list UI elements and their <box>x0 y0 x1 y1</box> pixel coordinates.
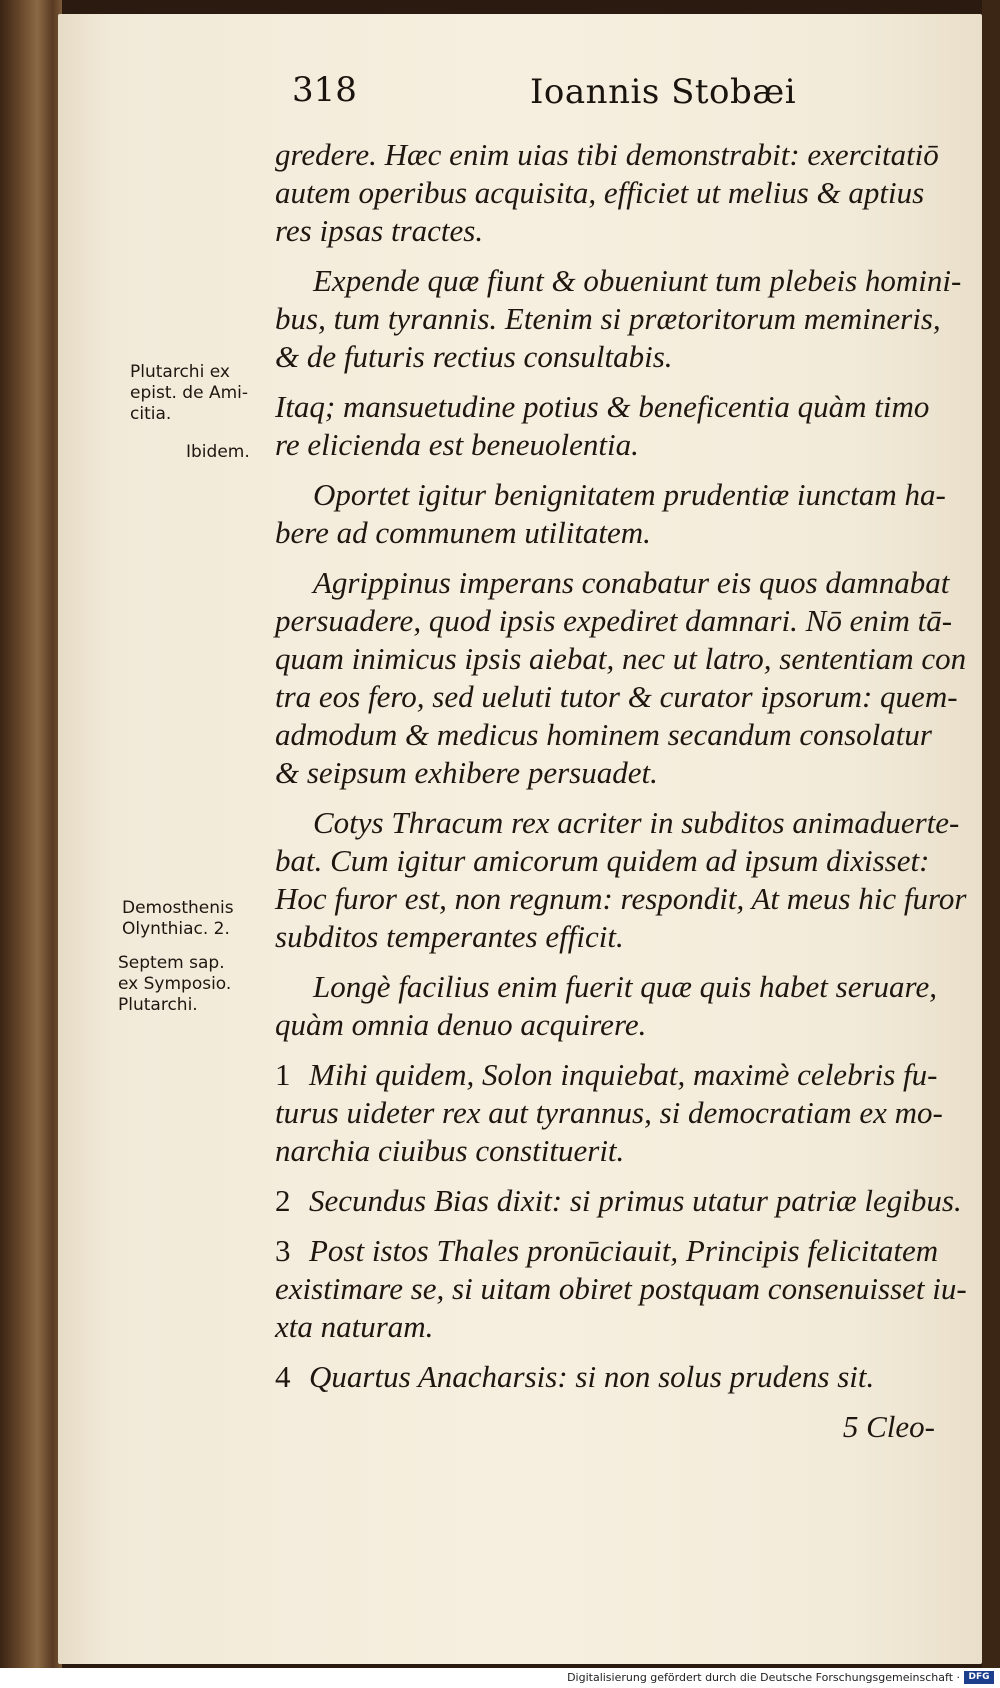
item-number: 2 <box>275 1183 291 1218</box>
text-line: autem operibus acquisita, efficiet ut melius & aptius <box>275 175 925 210</box>
body-text <box>275 136 965 1446</box>
text-line: quàm omnia denuo acquirere. <box>275 1007 647 1042</box>
text-line: gredere. Hæc enim uias tibi demonstrabit: exercitatiō <box>275 137 939 172</box>
text-line: bat. Cum igitur amicorum quidem ad ipsum dixisset: <box>275 843 930 878</box>
margin-note-ibidem: Ibidem. <box>186 442 250 462</box>
catchword: 5 Cleo- <box>842 1409 935 1444</box>
text-line: Quartus Anacharsis: si non solus prudens sit. <box>309 1359 875 1394</box>
item-number: 3 <box>275 1233 291 1268</box>
book-spine <box>0 0 62 1668</box>
text-line: narchia ciuibus constituerit. <box>275 1133 625 1168</box>
text-line: persuadere, quod ipsis expediret damnari. Nō enim tā- <box>275 603 953 638</box>
text-line: Post istos Thales pronūciauit, Principis felicitatem <box>309 1233 939 1268</box>
text-line: Oportet igitur benignitatem prudentiæ iunctam ha- <box>313 477 946 512</box>
page-number: 318 <box>292 70 357 110</box>
text-line: subditos temperantes efficit. <box>275 919 624 954</box>
text-line: Agrippinus imperans conabatur eis quos damnabat <box>313 565 950 600</box>
text-line: Hoc furor est, non regnum: respondit, At meus hic furor <box>275 881 967 916</box>
dfg-logo: DFG <box>964 1671 994 1684</box>
item-number: 4 <box>275 1359 291 1394</box>
running-title: Ioannis Stobæi <box>530 72 797 112</box>
text-line: admodum & medicus hominem secandum consolatur <box>275 717 932 752</box>
text-line: tra eos fero, sed ueluti tutor & curator ipsorum: quem- <box>275 679 958 714</box>
text-line: re elicienda est beneuolentia. <box>275 427 639 462</box>
text-line: turus uideter rex aut tyrannus, si democratiam ex mo- <box>275 1095 943 1130</box>
text-line: & de futuris rectius consultabis. <box>275 339 673 374</box>
text-line: res ipsas tractes. <box>275 213 484 248</box>
margin-note-demosthenes: Demosthenis Olynthiac. 2. <box>122 898 234 939</box>
margin-note-plutarch: Plutarchi ex epist. de Ami- citia. <box>130 362 249 424</box>
digitization-footer <box>0 1668 1000 1688</box>
text-line: Itaq; mansuetudine potius & beneficentia quàm timo <box>275 389 930 424</box>
item-number: 1 <box>275 1057 291 1092</box>
text-line: Secundus Bias dixit: si primus utatur patriæ legibus. <box>309 1183 962 1218</box>
text-line: Expende quæ fiunt & obueniunt tum plebeis homini- <box>313 263 962 298</box>
text-line: Cotys Thracum rex acriter in subditos animaduerte- <box>313 805 960 840</box>
text-line: bus, tum tyrannis. Etenim si prætoritorum memineris, <box>275 301 941 336</box>
text-line: & seipsum exhibere persuadet. <box>275 755 658 790</box>
text-line: xta naturam. <box>275 1309 434 1344</box>
text-line: bere ad communem utilitatem. <box>275 515 651 550</box>
text-line: Mihi quidem, Solon inquiebat, maximè celebris fu- <box>309 1057 938 1092</box>
text-line: Longè facilius enim fuerit quæ quis habet seruare, <box>313 969 937 1004</box>
margin-note-septem-sapientes: Septem sap. ex Symposio. Plutarchi. <box>118 953 232 1015</box>
scan-edge <box>982 0 1000 1668</box>
text-line: quam inimicus ipsis aiebat, nec ut latro, sententiam con <box>275 641 967 676</box>
footer-credit: Digitalisierung gefördert durch die Deutsche Forschungsgemeinschaft · <box>567 1671 960 1684</box>
text-line: existimare se, si uitam obiret postquam consenuisset iu- <box>275 1271 967 1306</box>
